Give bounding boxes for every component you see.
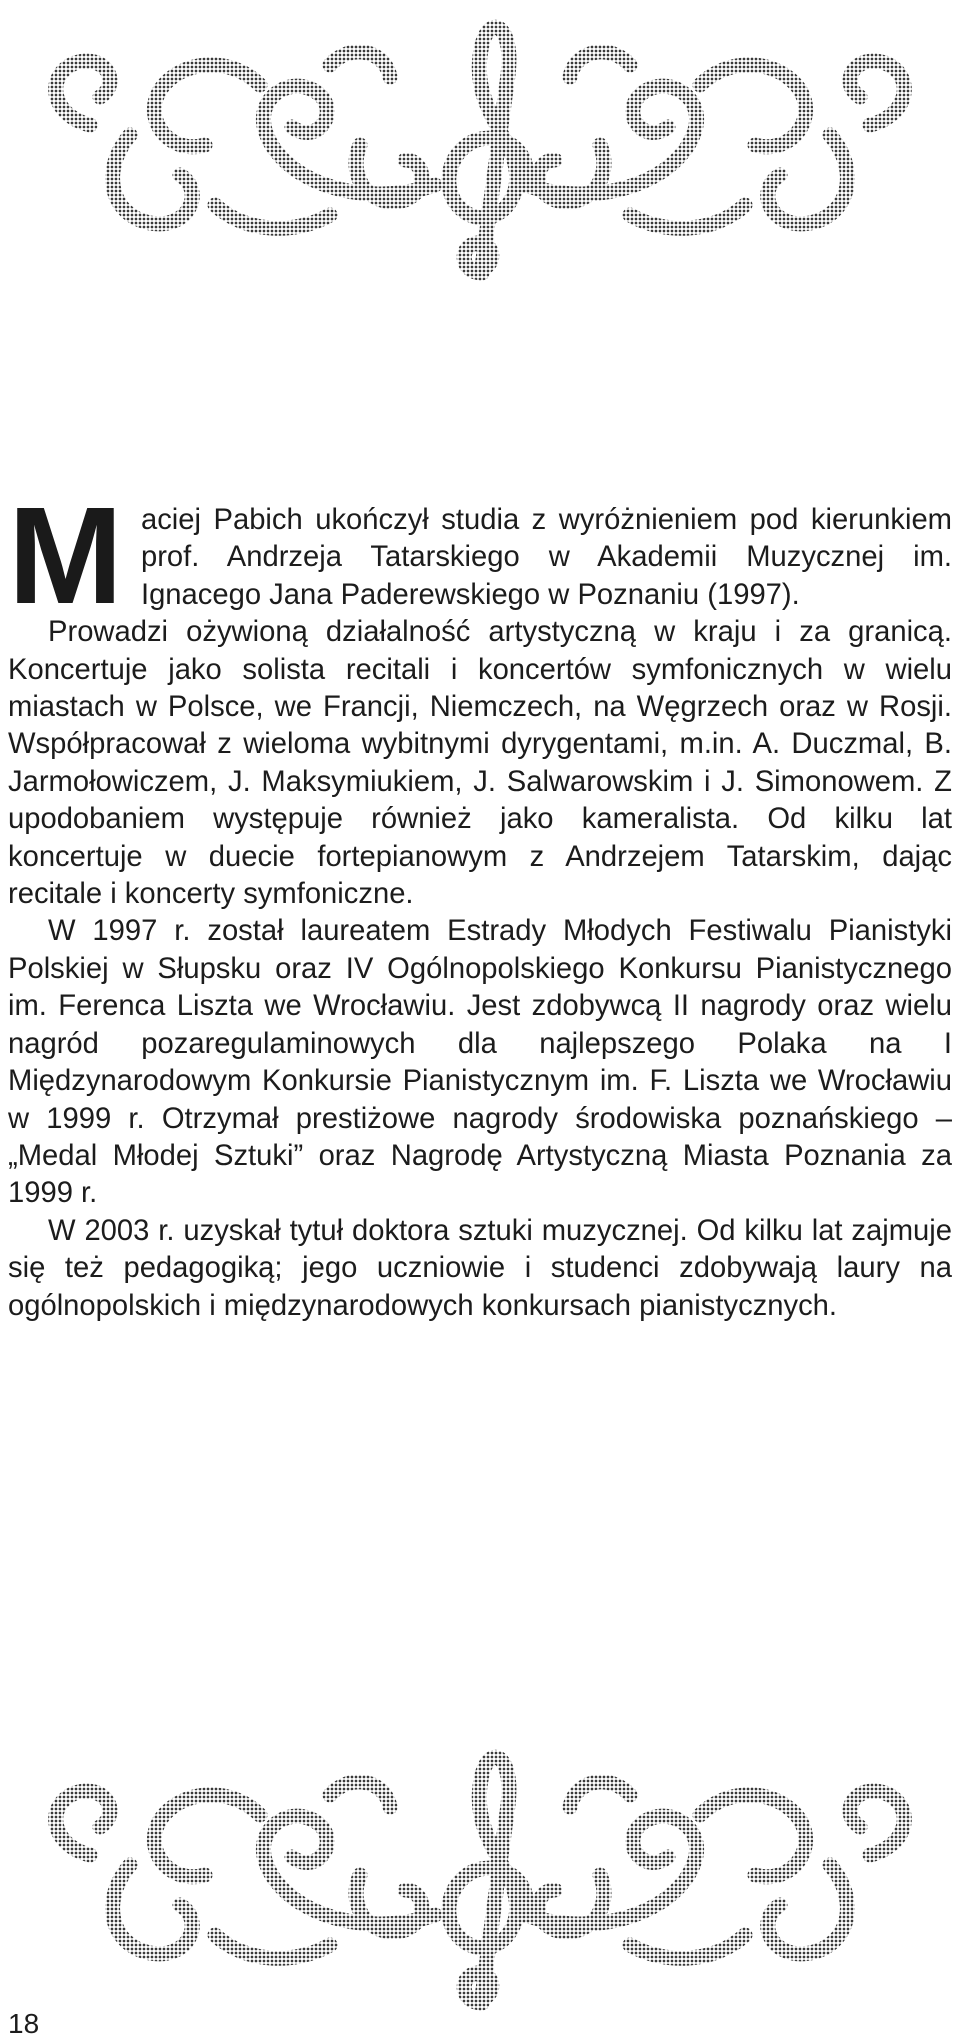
drop-cap: M [8,479,119,633]
paragraph-1 [8,479,952,633]
top-treble-clef-ornament [30,5,930,295]
page-number: 18 [8,2008,40,2039]
paragraph-1-text: aciej Pabich ukończył studia z wyróżnieniem pod kierunkiem prof. Andrzeja Tatarskiego w Akademii Muzycznej im. Ignacego Jana Paderewskiego w Poznaniu (1997). [140,504,952,611]
biography-text [8,479,952,1325]
paragraph-3: W 1997 r. został laureatem Estrady Młodych Festiwalu Pianistyki Polskiej w Słupsku oraz IV Ogólnopolskiego Konkursu Pianistycznego im. Ferenca Liszta we Wrocławiu. Jest zdobywcą II nagrody oraz wielu nagród pozaregulaminowych dla najlepszego Polaka na I Międzynarodowym Konkursie Pianistycznym im. F. Liszta we Wrocławiu w 1999 r. Otrzymał prestiżowe nagrody środowiska poznańskiego – „Medal Młodej Sztuki” oraz Nagrodę Artystyczną Miasta Poznania za 1999 r. [8,915,952,1210]
paragraph-2: Prowadzi ożywioną działalność artystyczną w kraju i za granicą. Koncertuje jako solista recitali i koncertów symfonicznych w wielu miastach w Polsce, we Francji, Niemczech, na Węgrzech oraz w Rosji. Współpracował z wieloma wybitnymi dyrygentami, m.in. A. Duczmal, B. Jarmołowiczem, J. Maksymiukiem, J. Salwarowskim i J. Simonowem. Z upodobaniem występuje również jako kameralista. Od kilku lat koncertuje w duecie fortepianowym z Andrzejem Tatarskim, dając recitale i koncerty symfoniczne. [8,616,952,911]
paragraph-4: W 2003 r. uzyskał tytuł doktora sztuki muzycznej. Od kilku lat zajmuje się też pedagogiką; jego uczniowie i studenci zdobywają laury na ogólnopolskich i międzynarodowych konkursach pianistycznych. [8,1214,952,1322]
bottom-treble-clef-ornament [30,1735,930,2025]
